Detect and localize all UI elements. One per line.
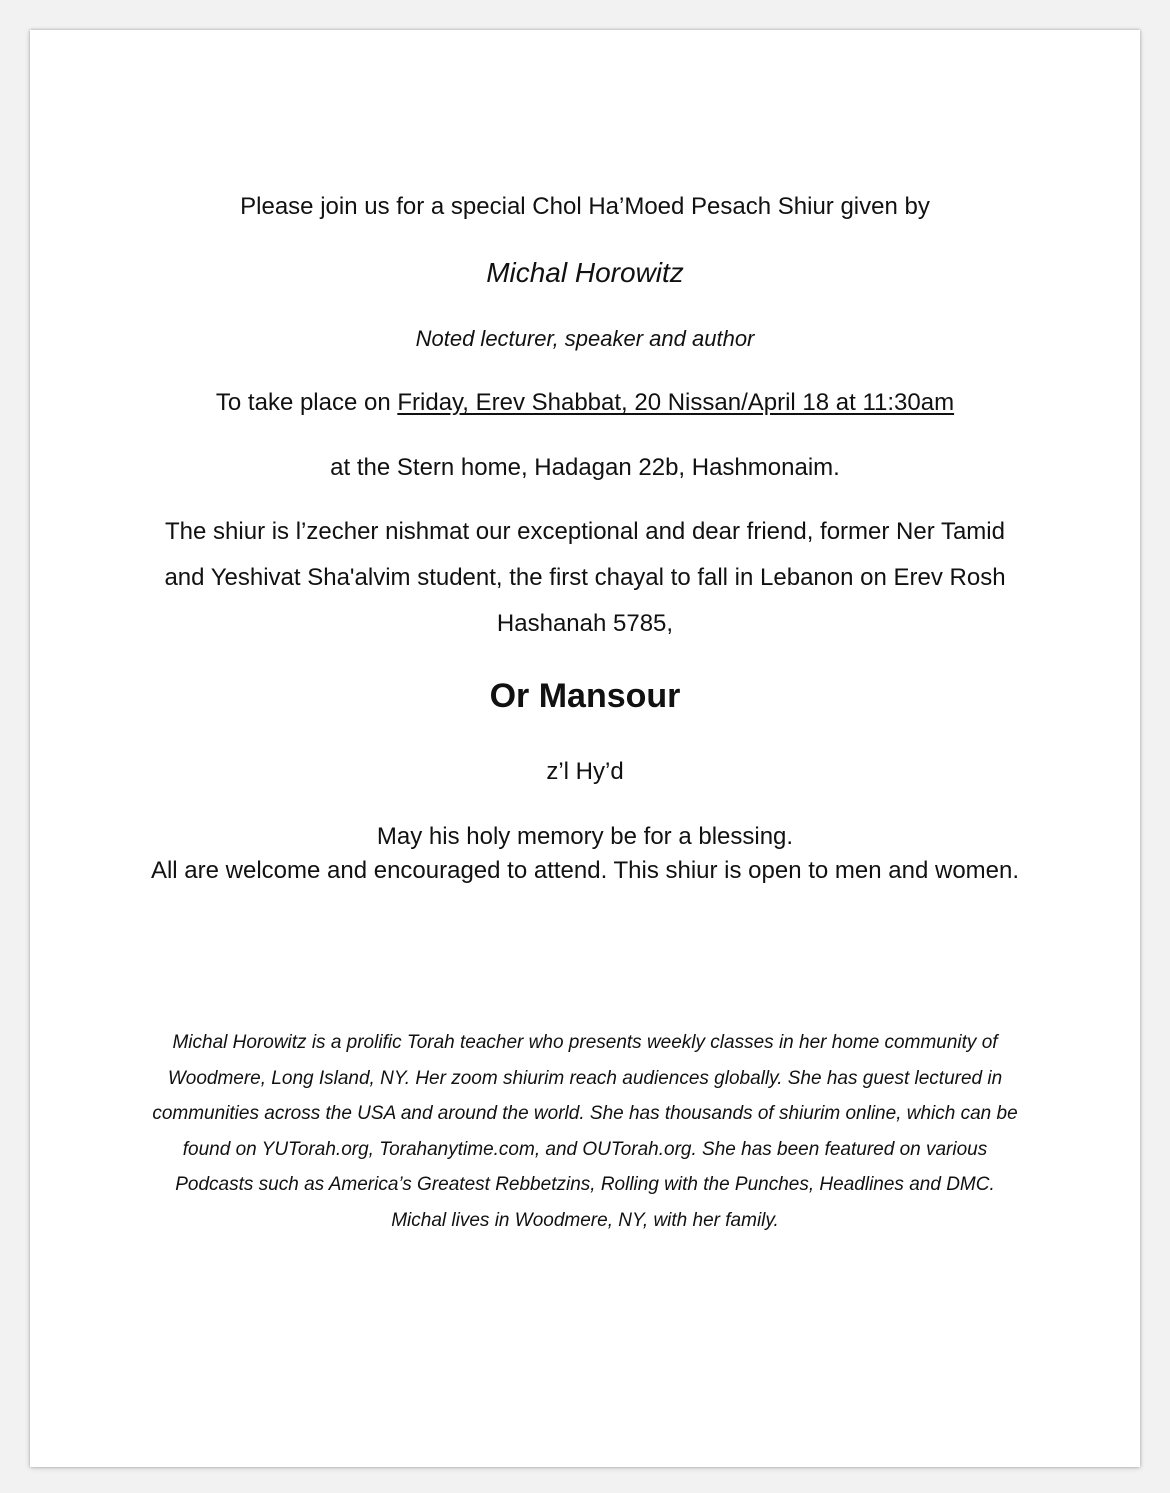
welcome-paragraph: All are welcome and encouraged to attend. This shiur is open to men and women.	[150, 857, 1020, 884]
honoree-name: Or Mansour	[489, 677, 681, 715]
date-prefix: To take place on	[215, 389, 398, 416]
honoree-suffix: z’l Hy’d	[546, 758, 624, 785]
speaker-title: Noted lecturer, speaker and author	[415, 326, 755, 351]
event-date: Friday, Erev Shabbat, 20 Nissan/April 18 at 11:30am	[397, 389, 955, 416]
location-text: at the Stern home, Hadagan 22b, Hashmonaim.	[330, 454, 840, 481]
speaker-name: Michal Horowitz	[486, 257, 684, 288]
intro-text: Please join us for a special Chol Ha’Moed Pesach Shiur given by	[240, 193, 930, 220]
blessing-text: May his holy memory be for a blessing.	[376, 823, 794, 850]
dedication-paragraph: The shiur is l’zecher nishmat our exceptional and dear friend, former Ner Tamid and Yeshivat Sha'alvim student, the first chayal to fall in Lebanon on Erev Rosh Hashanah 5785,	[164, 518, 1006, 637]
date-line	[30, 388, 1140, 418]
speaker-bio: Michal Horowitz is a prolific Torah teacher who presents weekly classes in her home community of Woodmere, Long Island, NY. Her zoom shiurim reach audiences globally. She has guest lectured in communities across the USA and around the world. She has thousands of shiurim online, which can be found on YUTorah.org, Torahanytime.com, and OUTorah.org. She has been featured on various Podcasts such as America’s Greatest Rebbetzins, Rolling with the Punches, Headlines and DMC. Michal lives in Woodmere, NY, with her family.	[152, 1032, 1018, 1231]
document-page	[30, 30, 1140, 1467]
